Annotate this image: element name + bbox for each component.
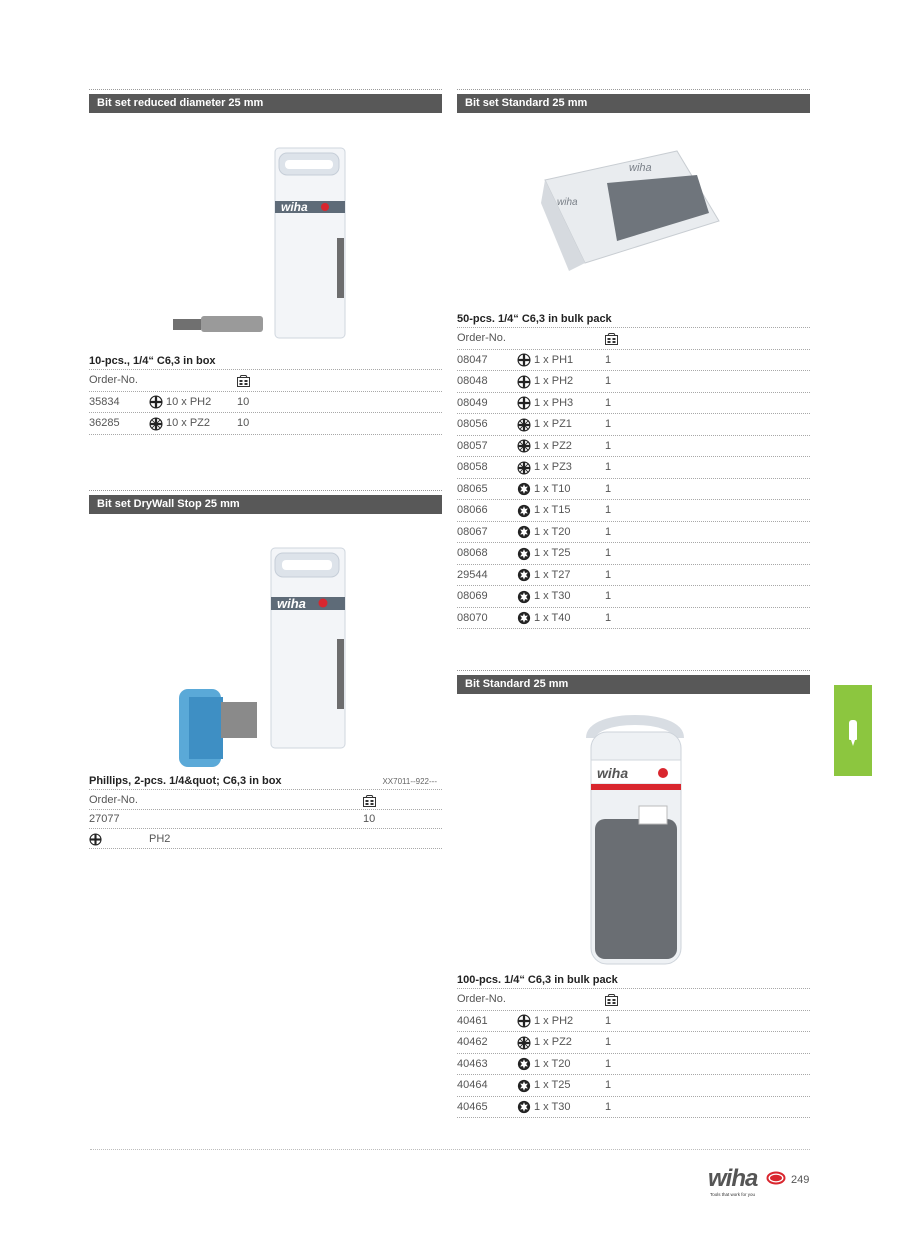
torx-icon xyxy=(517,482,531,496)
section-header: Bit set DryWall Stop 25 mm xyxy=(89,495,442,514)
order-no-label: Order-No. xyxy=(89,794,138,806)
product-photo-reduced-box xyxy=(89,113,442,352)
pozidriv-icon xyxy=(149,417,163,431)
order-no-label: Order-No. xyxy=(457,332,506,344)
table-row: 08065 1 x T10 1 xyxy=(457,479,810,501)
drive-row: PH2 xyxy=(89,829,442,849)
product-photo-bulk-pack xyxy=(457,113,810,310)
divider xyxy=(457,670,810,671)
pozidriv-icon xyxy=(517,418,531,432)
brand-logo xyxy=(708,1166,788,1198)
torx-icon xyxy=(517,1100,531,1114)
table-row: 08056 1 x PZ1 1 xyxy=(457,414,810,436)
table-row: 08057 1 x PZ2 1 xyxy=(457,436,810,458)
svg-text:wiha: wiha xyxy=(629,162,652,174)
table-row: 36285 10 x PZ2 10 xyxy=(89,413,442,435)
table-row: 08070 1 x T40 1 xyxy=(457,608,810,630)
phillips-icon xyxy=(149,395,163,409)
reference-code: XX7011--922--- xyxy=(382,777,437,786)
section-header: Bit Standard 25 mm xyxy=(457,675,810,694)
torx-icon xyxy=(517,504,531,518)
order-header-row xyxy=(457,328,810,350)
product-title: 50-pcs. 1/4“ C6,3 in bulk pack xyxy=(457,310,810,328)
order-header-row xyxy=(457,989,810,1011)
package-icon xyxy=(605,994,618,1006)
table-row: 08068 1 x T25 1 xyxy=(457,543,810,565)
package-icon xyxy=(605,333,618,345)
torx-icon xyxy=(517,525,531,539)
pozidriv-icon xyxy=(517,1036,531,1050)
torx-icon xyxy=(517,1079,531,1093)
section-drywall-stop xyxy=(89,490,442,849)
bit-icon xyxy=(849,720,857,740)
table-row: 35834 10 x PH2 10 xyxy=(89,392,442,414)
section-header: Bit set reduced diameter 25 mm xyxy=(89,94,442,113)
product-title: 100-pcs. 1/4“ C6,3 in bulk pack xyxy=(457,971,810,989)
table-row: 08069 1 x T30 1 xyxy=(457,586,810,608)
pozidriv-icon xyxy=(517,439,531,453)
svg-text:wiha: wiha xyxy=(597,765,629,781)
torx-icon xyxy=(517,1057,531,1071)
brand-wordmark: wiha xyxy=(708,1165,758,1192)
table-row: 08048 1 x PH2 1 xyxy=(457,371,810,393)
torx-icon xyxy=(517,611,531,625)
svg-text:wiha: wiha xyxy=(277,596,306,611)
table-row: 08058 1 x PZ3 1 xyxy=(457,457,810,479)
phillips-icon xyxy=(517,1014,531,1028)
divider xyxy=(89,89,442,90)
page-number: 249 xyxy=(791,1174,810,1186)
product-photo-drywall-box xyxy=(89,514,442,772)
product-title: Phillips, 2-pcs. 1/4&quot; C6,3 in box XX7011--922--- xyxy=(89,772,442,790)
package-icon xyxy=(363,795,376,807)
table-row: 29544 1 x T27 1 xyxy=(457,565,810,587)
footer-divider xyxy=(90,1149,810,1150)
section-header: Bit set Standard 25 mm xyxy=(457,94,810,113)
table-row: 08049 1 x PH3 1 xyxy=(457,393,810,415)
order-header-row xyxy=(89,370,442,392)
order-no-label: Order-No. xyxy=(457,993,506,1005)
divider xyxy=(457,89,810,90)
table-row: 08047 1 x PH1 1 xyxy=(457,350,810,372)
torx-icon xyxy=(517,547,531,561)
phillips-icon xyxy=(517,353,531,367)
table-row: 08066 1 x T15 1 xyxy=(457,500,810,522)
product-title: 10-pcs., 1/4“ C6,3 in box xyxy=(89,352,442,370)
section-bit-standard xyxy=(457,670,810,1118)
svg-text:wiha: wiha xyxy=(281,200,308,214)
phillips-icon xyxy=(89,833,102,846)
pozidriv-icon xyxy=(517,461,531,475)
torx-icon xyxy=(517,568,531,582)
wiha-logo-icon xyxy=(766,1171,786,1185)
table-row: 40465 1 x T30 1 xyxy=(457,1097,810,1119)
order-header-row xyxy=(89,790,442,810)
table-row: 08067 1 x T20 1 xyxy=(457,522,810,544)
table-row: 40463 1 x T20 1 xyxy=(457,1054,810,1076)
torx-icon xyxy=(517,590,531,604)
svg-text:wiha: wiha xyxy=(557,197,578,208)
divider xyxy=(89,490,442,491)
order-no-label: Order-No. xyxy=(89,374,138,386)
product-photo-bit-tube xyxy=(457,694,810,971)
table-row: 40464 1 x T25 1 xyxy=(457,1075,810,1097)
brand-tagline: Tools that work for you xyxy=(710,1192,756,1197)
table-row: 27077 10 xyxy=(89,810,442,829)
package-icon xyxy=(237,375,250,387)
section-reduced-diameter xyxy=(89,89,442,435)
table-row: 40462 1 x PZ2 1 xyxy=(457,1032,810,1054)
chapter-tab[interactable] xyxy=(834,685,872,776)
phillips-icon xyxy=(517,396,531,410)
section-bit-set-standard xyxy=(457,89,810,629)
phillips-icon xyxy=(517,375,531,389)
table-row: 40461 1 x PH2 1 xyxy=(457,1011,810,1033)
